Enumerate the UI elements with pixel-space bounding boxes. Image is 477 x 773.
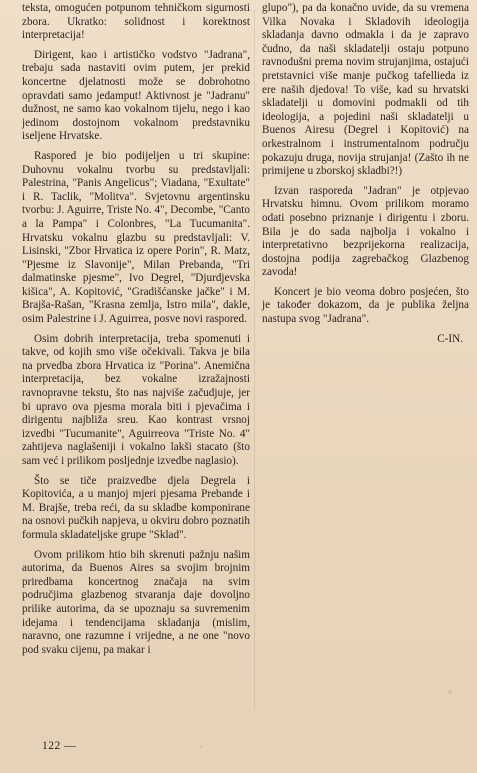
paragraph: Ovom prilikom htio bih skrenuti pažnju našim autorima, da Buenos Aires sa svojim brojnim priredbama koncertnog značaja na svim područjima glazbenog stvaranja daje dovoljno prilike autorima, da se upoznaju sa suvremenim idejama i tendencijama skladanja (mislim, naravno, one razumne i vrijedne, a ne one "novo pod svaku cijenu, pa makar i	[22, 548, 250, 656]
page-number: 122 —	[42, 740, 77, 752]
paragraph: teksta, omogućen potpunom tehničkom sigurnosti zbora. Ukratko: solidnost i korektnost interpretacija!	[22, 2, 250, 42]
author-signature: C-IN.	[437, 332, 463, 345]
paper-stain	[448, 690, 452, 694]
paragraph: Što se tiče praizvedbe djela Degrela i Kopitovića, a u manjoj mjeri pjesama Prebande i M. Brajše, treba reći, da su skladbe komponirane na osnovi pučkih napjeva, u okviru dobro poznatih formula skladateljske grupe "Sklad".	[22, 474, 250, 541]
paragraph: glupo"), pa da konačno uvide, da su vremena Vilka Novaka i Skladovih ideologija skladanja davno odmakla i da je zapravo čudno, da naši skladatelji ostaju potpuno ravnodušni prema novim strujanjima, ostajući pretstavnici više manje pučkog tafellieda iz ere naših djedova! To više, kad su hrvatski skladatelji u domovini podmakli od tih ideologija, a pojedini naši skladatelji u Buenos Airesu (Degrel i Kopitović) na orkestralnom i instrumentalnom području pokazuju druga, novija strujanja! (Zašto ih ne primijene u zborskoj skladbi?!)	[262, 2, 469, 178]
column-gutter	[254, 10, 255, 710]
paragraph: Raspored je bio podijeljen u tri skupine: Duhovnu vokalnu tvorbu su predstavljali: Palestrina, "Panis Angelicus"; Viadana, "Exultate" i R. Taclik, "Molitva". Svjetovnu argentinsku tvorbu: J. Aguirre, Triste No. 4", Decombe, "Canto a la Pampa" i Colonbres, "La Tucumanita". Hrvatsku vokalnu glazbu su predstavljali: V. Lisinski, "Zbor Hrvatica iz opere Porin", R. Matz, "Pjesme iz Slavonije", Milan Prebanda, "Tri dalmatinske pjesme", Ivo Degrel, "Djurdjevska kišica", A. Kopitović, "Gradišćanske jačke" i M. Brajša-Rašan, "Krasna zemlja, Istro mila", dakle, osim Palestrine i J. Aguirrea, posve novi raspored.	[22, 149, 250, 326]
paragraph: Koncert je bio veoma dobro posjećen, što je također dokazom, da je publika željna nastupa svog "Jadrana".	[262, 285, 469, 326]
right-column	[262, 2, 469, 346]
paragraph: Izvan rasporeda "Jadran" je otpjevao Hrvatsku himnu. Ovom prilikom moramo odati posebno priznanje i dirigentu i zboru. Bila je do sada najbolja i vokalno i interpretativno bezprijekorna realizacija, dostojna podija zagrebačkog Glazbenog zavoda!	[262, 184, 469, 279]
paragraph: Osim dobrih interpretacija, treba spomenuti i takve, od kojih smo više očekivali. Takva je bila na prvedba zbora Hrvatica iz "Porina". Anemična interpretacija, bez vokalne izražajnosti ravnopravne tekstu, što nas najviše začudjuje, jer bi upravo ova pjesma morala biti i pjevačima i dirigentu najbliža sreu. Kao kontrast vrsnoj izvedbi "Tucumanite", Aguirreova "Triste No. 4" zahtijeva naglašeniji i vokalno lakši stacato (što sam već i prilikom posljednje izvedbe naglasio).	[22, 332, 250, 467]
paper-stain	[200, 745, 203, 748]
paragraph: Dirigent, kao i artističko vodstvo "Jadrana", trebaju sada nastaviti ovim putem, jer prekid koncertne djelatnosti može se dobrohotno opravdati samo jedamput! Aktivnost je "Jadranu" dužnost, ne samo kao vokalnom tijelu, nego i kao jedinom dostojnom vokalnom predstavniku iseljene Hrvatske.	[22, 48, 250, 143]
left-column	[22, 2, 250, 663]
